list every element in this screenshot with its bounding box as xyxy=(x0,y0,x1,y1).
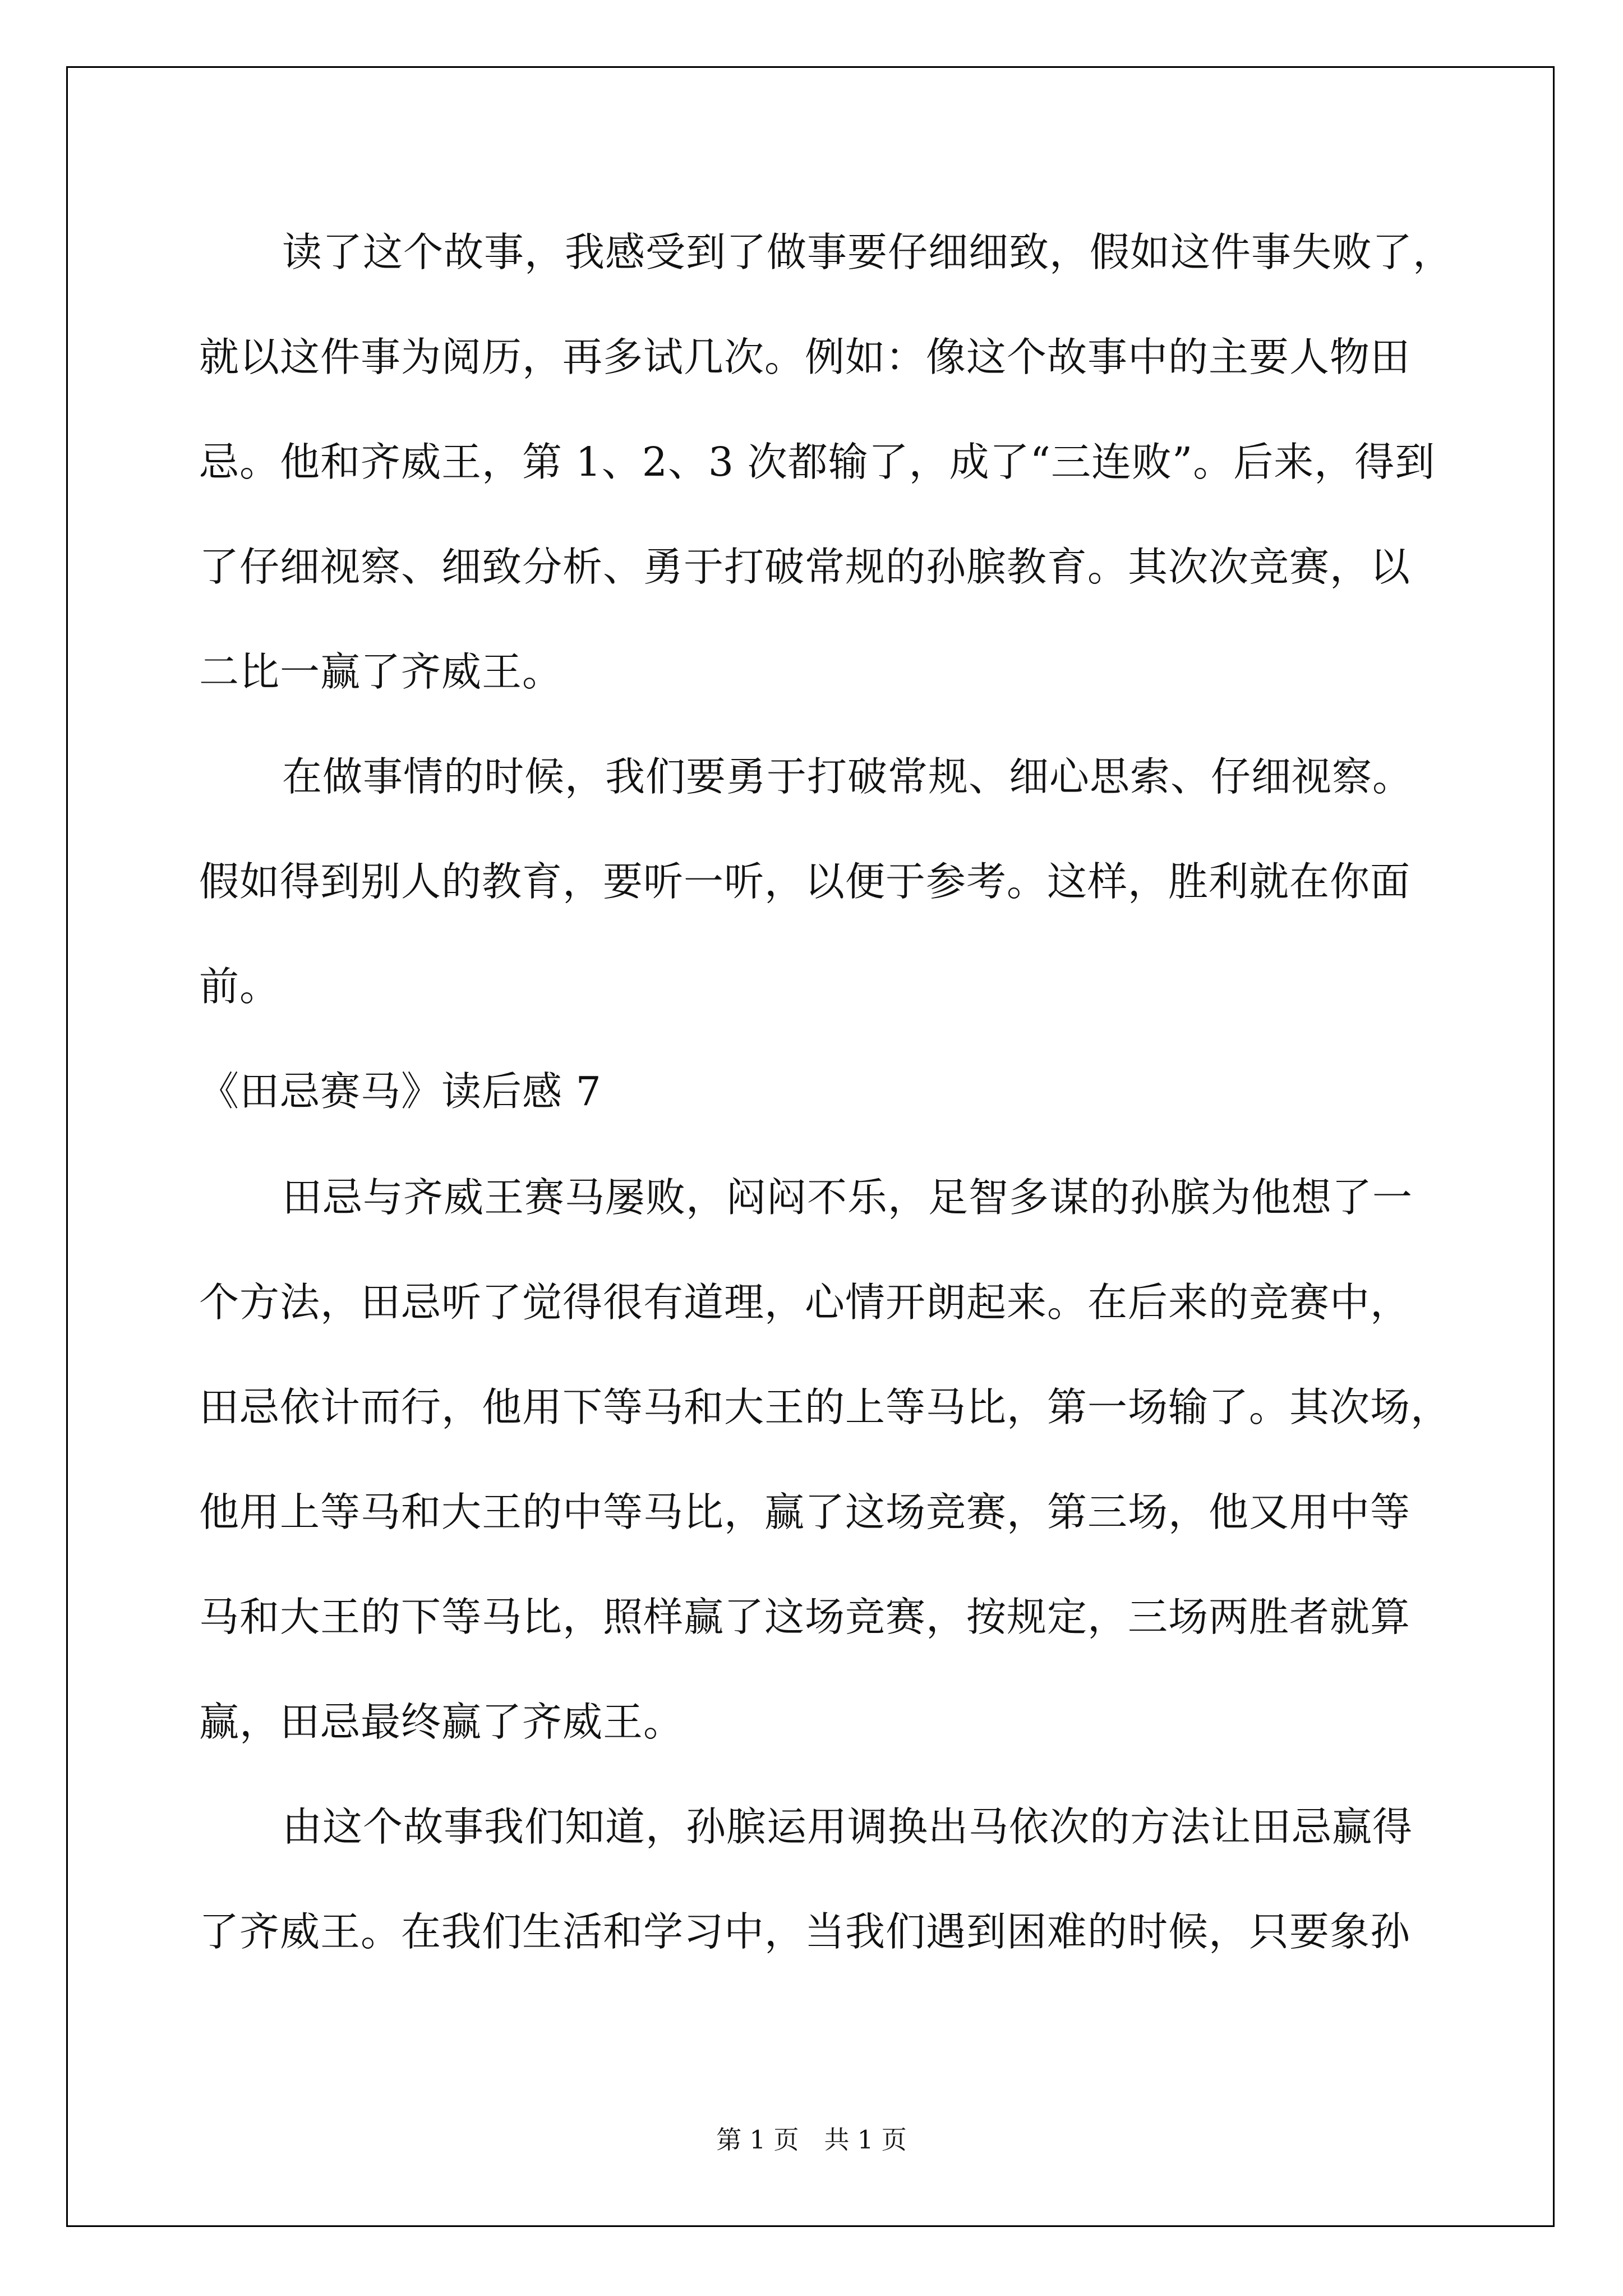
paragraph-2-line-1: 在做事情的时候，我们要勇于打破常规、细心思索、仔细视察。 xyxy=(282,753,1413,800)
paragraph-3-line-4: 他用上等马和大王的中等马比，赢了这场竞赛，第三场，他又用中等 xyxy=(199,1489,1411,1535)
paragraph-1-line-2: 就以这件事为阅历，再多试几次。例如：像这个故事中的主要人物田 xyxy=(199,334,1411,380)
paragraph-4-line-1: 由这个故事我们知道，孙膑运用调换出马依次的方法让田忌赢得 xyxy=(282,1803,1413,1850)
paragraph-1-line-4: 了仔细视察、细致分析、勇于打破常规的孙膑教育。其次次竞赛，以 xyxy=(199,544,1411,590)
paragraph-3-line-3: 田忌依计而行，他用下等马和大王的上等马比，第一场输了。其次场， xyxy=(199,1384,1451,1430)
page-number-footer: 第 1 页 共 1 页 xyxy=(716,2125,907,2155)
paragraph-3-line-5: 马和大王的下等马比，照样赢了这场竞赛，按规定，三场两胜者就算 xyxy=(199,1594,1411,1640)
paragraph-3-line-1: 田忌与齐威王赛马屡败，闷闷不乐，足智多谋的孙膑为他想了一 xyxy=(282,1174,1413,1221)
document-body xyxy=(199,210,1467,1995)
paragraph-3-line-6: 赢，田忌最终赢了齐威王。 xyxy=(199,1699,684,1745)
paragraph-2-line-2: 假如得到别人的教育，要听一听，以便于参考。这样，胜利就在你面 xyxy=(199,858,1411,905)
paragraph-4-line-2: 了齐威王。在我们生活和学习中，当我们遇到困难的时候，只要象孙 xyxy=(199,1908,1411,1955)
paragraph-1-line-3: 忌。他和齐威王，第 1、2、3 次都输了，成了“三连败”。后来，得到 xyxy=(199,439,1436,485)
paragraph-1-line-1: 读了这个故事，我感受到了做事要仔细细致，假如这件事失败了， xyxy=(282,229,1454,275)
paragraph-2-line-3: 前。 xyxy=(199,963,280,1010)
paragraph-3-line-2: 个方法，田忌听了觉得很有道理，心情开朗起来。在后来的竞赛中， xyxy=(199,1279,1411,1326)
paragraph-1-line-5: 二比一赢了齐威王。 xyxy=(199,648,563,695)
section-heading: 《田忌赛马》读后感 7 xyxy=(199,1068,602,1115)
